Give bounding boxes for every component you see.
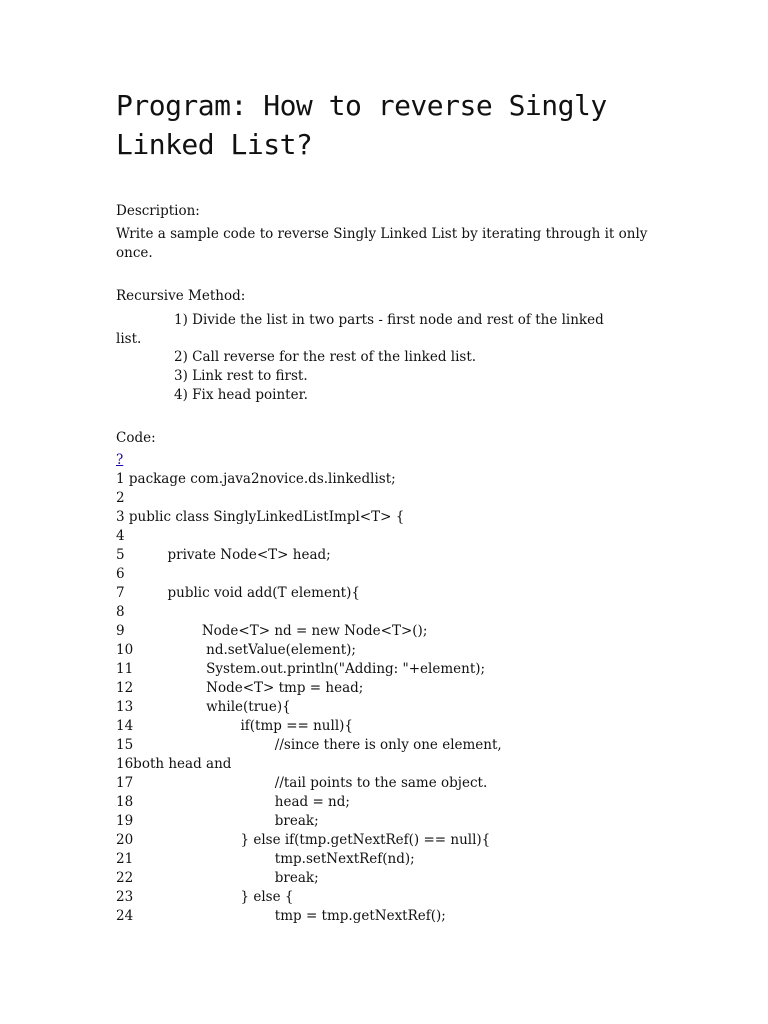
code-line: 20 } else if(tmp.getNextRef() == null){ [116,832,491,848]
code-line: 7 public void add(T element){ [116,585,360,601]
page-title: Program: How to reverse Singly Linked List? [116,89,607,161]
recursive-step-1-cont: list. [116,331,142,347]
code-line: 18 head = nd; [116,794,350,810]
recursive-step-2: 2) Call reverse for the rest of the linked list. [174,349,477,365]
code-listing [116,470,502,926]
code-line: 21 tmp.setNextRef(nd); [116,851,415,867]
code-line: 16both head and [116,756,232,772]
code-line: 3 public class SinglyLinkedListImpl<T> { [116,509,405,525]
view-code-link[interactable]: ? [116,452,124,468]
code-line: 10 nd.setValue(element); [116,642,356,658]
code-line: 14 if(tmp == null){ [116,718,353,734]
code-line: 9 Node<T> nd = new Node<T>(); [116,623,428,639]
recursive-step-1: 1) Divide the list in two parts - first node and rest of the linked [174,312,604,328]
code-line: 15 //since there is only one element, [116,737,502,753]
code-line: 4 [116,528,125,544]
code-line: 11 System.out.println("Adding: "+element); [116,661,486,677]
code-line: 22 break; [116,870,319,886]
code-line: 24 tmp = tmp.getNextRef(); [116,908,446,924]
code-line: 19 break; [116,813,319,829]
description-label: Description: [116,203,200,219]
code-line: 23 } else { [116,889,294,905]
code-label: Code: [116,430,156,446]
code-line: 17 //tail points to the same object. [116,775,488,791]
code-line: 6 [116,566,125,582]
code-line: 1 package com.java2novice.ds.linkedlist; [116,471,396,487]
code-line: 2 [116,490,125,506]
code-line: 5 private Node<T> head; [116,547,331,563]
code-line: 12 Node<T> tmp = head; [116,680,364,696]
code-line: 13 while(true){ [116,699,291,715]
recursive-step-3: 3) Link rest to first. [174,368,308,384]
recursive-method-label: Recursive Method: [116,288,246,304]
code-line: 8 [116,604,125,620]
recursive-step-4: 4) Fix head pointer. [174,387,308,403]
description-text: Write a sample code to reverse Singly Linked List by iterating through it only once. [116,226,648,261]
